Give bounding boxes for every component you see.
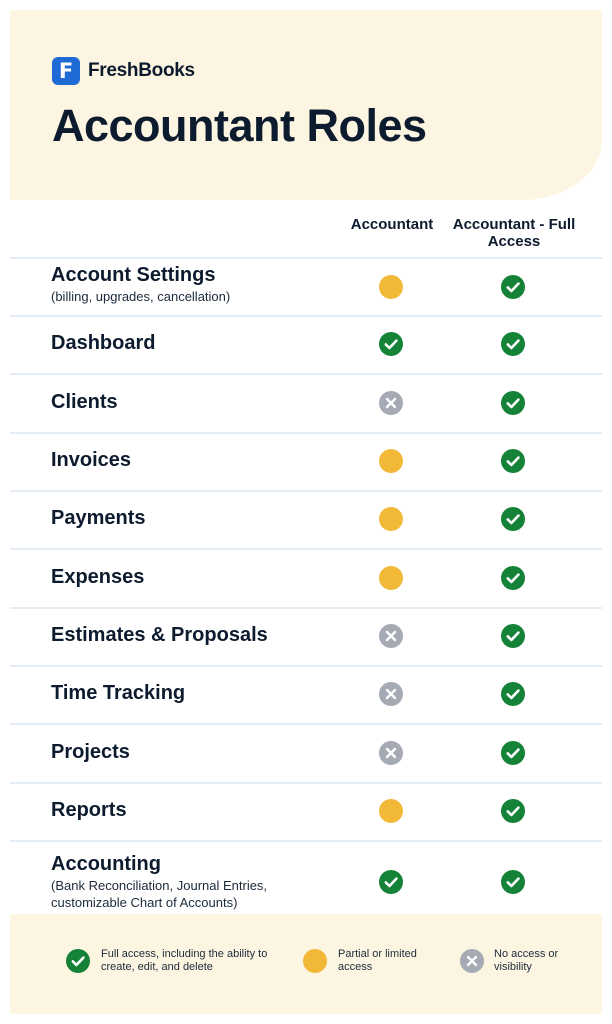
x-icon [379, 624, 403, 648]
check-icon [501, 507, 525, 531]
table-row [10, 784, 602, 842]
page-title: Accountant Roles [52, 100, 427, 151]
check-icon [501, 391, 525, 415]
row-name: Estimates & Proposals [51, 624, 268, 646]
partial-access-icon [303, 949, 327, 973]
legend-none-label: No access or visibility [494, 948, 559, 973]
check-icon [379, 870, 403, 894]
partial-dot-icon [379, 449, 403, 473]
table-row [10, 492, 602, 550]
row-description: (Bank Reconciliation, Journal Entries, customizable Chart of Accounts) [51, 878, 268, 910]
partial-dot-icon [379, 275, 403, 299]
x-icon [379, 682, 403, 706]
check-icon [501, 870, 525, 894]
table-row [10, 725, 602, 784]
column-header-accountant: Accountant [350, 216, 434, 233]
brand-name: FreshBooks [88, 60, 195, 81]
x-icon [379, 741, 403, 765]
legend-partial-label: Partial or limited access [338, 948, 417, 973]
table-row [10, 375, 602, 434]
legend [10, 914, 602, 1014]
row-name: Accounting [51, 853, 161, 875]
check-icon [501, 624, 525, 648]
partial-dot-icon [379, 507, 403, 531]
freshbooks-logo-icon: F [52, 57, 80, 85]
check-icon [501, 799, 525, 823]
table-row [10, 317, 602, 375]
column-header-full-access: Accountant - Full Access [452, 216, 576, 250]
full-access-icon [66, 949, 90, 973]
row-name: Time Tracking [51, 682, 186, 704]
row-name: Dashboard [51, 332, 156, 354]
check-icon [501, 741, 525, 765]
row-name: Invoices [51, 449, 132, 471]
table-row [10, 609, 602, 667]
table-row [10, 667, 602, 725]
check-icon [501, 332, 525, 356]
table-row [10, 550, 602, 609]
roles-table [10, 257, 602, 926]
row-name: Clients [51, 391, 118, 413]
table-row [10, 434, 602, 492]
row-name: Reports [51, 799, 127, 821]
table-row [10, 259, 602, 317]
check-icon [379, 332, 403, 356]
brand [52, 57, 195, 85]
roles-card [10, 10, 602, 1014]
no-access-icon [460, 949, 484, 973]
row-name: Payments [51, 507, 146, 529]
row-description: (billing, upgrades, cancellation) [51, 289, 231, 304]
header [10, 10, 602, 200]
x-icon [379, 391, 403, 415]
check-icon [501, 566, 525, 590]
partial-dot-icon [379, 799, 403, 823]
check-icon [501, 682, 525, 706]
row-name: Account Settings [51, 264, 216, 286]
row-name: Expenses [51, 566, 145, 588]
check-icon [501, 449, 525, 473]
legend-full-label: Full access, including the ability to create, edit, and delete [101, 948, 268, 973]
check-icon [501, 275, 525, 299]
row-name: Projects [51, 741, 130, 763]
partial-dot-icon [379, 566, 403, 590]
